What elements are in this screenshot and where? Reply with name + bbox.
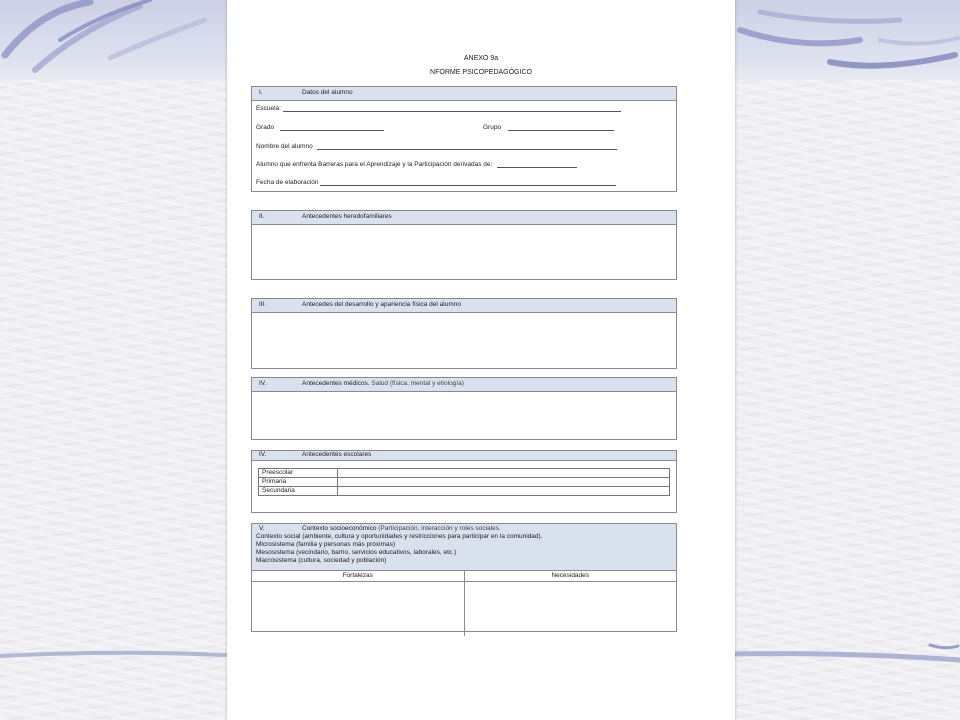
context-line-social: Contexto social (ambiente, cultura y oportunidades y restricciones para participar en la comunidad). bbox=[256, 533, 543, 540]
context-title-line bbox=[252, 524, 676, 533]
blank-line bbox=[320, 179, 616, 186]
field-label: Fecha de elaboración bbox=[256, 179, 319, 186]
col-necesidades: Necesidades bbox=[464, 571, 676, 582]
field-label: Alumno que enfrenta Barreras para el Aprendizaje y la Participación derivadas de: bbox=[256, 161, 493, 168]
blank-line bbox=[280, 124, 384, 131]
field-escuela bbox=[256, 105, 621, 112]
section-number: IV. bbox=[259, 380, 267, 387]
necesidades-cell bbox=[464, 582, 676, 637]
field-label: Grado bbox=[256, 124, 275, 131]
level-value bbox=[338, 478, 670, 487]
document-title: NFORME PSICOPEDAGÓGICO bbox=[430, 69, 532, 76]
section-title-main: Contexto socioeconómico bbox=[302, 525, 377, 532]
section-number: III. bbox=[259, 301, 267, 308]
section-number: II. bbox=[259, 213, 265, 220]
section-header bbox=[252, 299, 676, 313]
fortalezas-cell bbox=[252, 582, 464, 637]
section-title: Antecedentes escolares bbox=[302, 451, 372, 458]
context-line-micro: Microsistema (familia y personas más próximas) bbox=[256, 541, 396, 548]
blank-line bbox=[317, 143, 617, 150]
table-row bbox=[259, 478, 670, 487]
table-row bbox=[259, 487, 670, 496]
section-header bbox=[252, 378, 676, 392]
section-header bbox=[252, 451, 676, 461]
section-number: V. bbox=[259, 525, 265, 532]
table-row bbox=[252, 582, 676, 637]
section-header bbox=[252, 87, 676, 101]
col-fortalezas: Fortalezas bbox=[252, 571, 464, 582]
section-datos-alumno bbox=[251, 86, 677, 192]
document-page bbox=[227, 0, 735, 720]
section-title-main: Antecedentes médicos. bbox=[302, 380, 370, 387]
table-row bbox=[259, 469, 670, 478]
context-line-macro: Macrosistema (cultura, sociedad y población) bbox=[256, 557, 387, 564]
table-header-row bbox=[252, 571, 676, 582]
field-label: Escuela: bbox=[256, 105, 281, 112]
section-medicos bbox=[251, 377, 677, 440]
section-title-extra: Salud (física, mental y etiología) bbox=[371, 380, 464, 387]
section-title: Antecedentes heredofamiliares bbox=[302, 213, 392, 220]
field-nombre bbox=[256, 143, 617, 150]
field-label: Nombre del alumno bbox=[256, 143, 313, 150]
section-number: IV. bbox=[259, 451, 267, 458]
section-heredofamiliares bbox=[251, 210, 677, 280]
annex-label: ANEXO 9a bbox=[463, 55, 499, 62]
section-number: I. bbox=[259, 89, 263, 96]
field-grado bbox=[256, 124, 384, 131]
section-title: Antecedes del desarrollo y apariencia física del alumno bbox=[302, 301, 461, 308]
blank-line bbox=[497, 161, 577, 168]
section-contexto bbox=[251, 523, 677, 632]
level-label: Primaria bbox=[259, 478, 338, 487]
strengths-needs-table bbox=[252, 570, 676, 636]
blank-line bbox=[508, 124, 614, 131]
section-title: Datos del alumno bbox=[302, 89, 353, 96]
blank-line bbox=[283, 105, 621, 112]
level-label: Secundaria bbox=[259, 487, 338, 496]
field-fecha bbox=[256, 179, 616, 186]
level-label: Preescolar bbox=[259, 469, 338, 478]
section-desarrollo bbox=[251, 298, 677, 369]
field-label: Grupo bbox=[483, 124, 502, 131]
section-title-extra: (Participación, interacción y roles sociales. bbox=[378, 525, 501, 532]
section-escolares bbox=[251, 450, 677, 513]
level-value bbox=[338, 469, 670, 478]
field-grupo bbox=[483, 124, 614, 131]
context-header bbox=[252, 524, 676, 570]
field-barreras bbox=[256, 161, 577, 168]
section-title bbox=[302, 380, 464, 387]
section-title bbox=[302, 525, 501, 533]
section-header bbox=[252, 211, 676, 225]
level-value bbox=[338, 487, 670, 496]
context-line-meso: Mesosistema (vecindario, barrio, servicios educativos, laborales, etc.) bbox=[256, 549, 457, 556]
school-levels-table bbox=[258, 468, 670, 496]
